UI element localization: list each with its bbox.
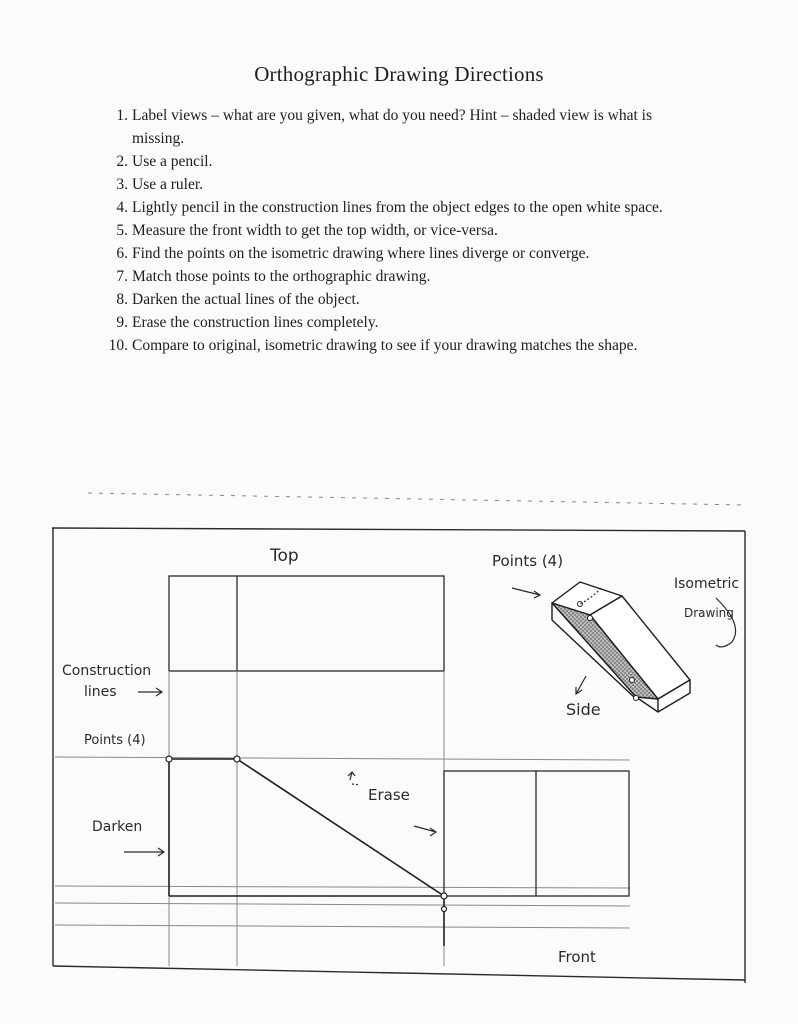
drawing-frame <box>52 528 745 983</box>
isometric-drawing <box>552 582 690 712</box>
step-number: 6. <box>116 245 128 262</box>
page-title: Orthographic Drawing Directions <box>254 62 544 86</box>
step-text: Match those points to the orthographic drawing. <box>132 268 431 285</box>
step-text: Find the points on the isometric drawing where lines diverge or converge. <box>132 245 590 262</box>
isometric-label-line1: Isometric <box>674 576 740 592</box>
side-view <box>444 771 629 896</box>
step-text: Compare to original, isometric drawing to see if your drawing matches the shape. <box>132 337 638 354</box>
step-number: 8. <box>116 291 128 308</box>
step-text: Measure the front width to get the top width, or vice-versa. <box>132 222 498 239</box>
dashed-separator <box>88 493 745 505</box>
step-number: 3. <box>116 176 128 193</box>
step-number: 1. <box>116 107 128 124</box>
step-number: 5. <box>116 222 128 239</box>
isometric-label-line2: Drawing <box>684 606 734 620</box>
points-label-left: Points (4) <box>84 733 146 748</box>
step-number: 2. <box>116 153 128 170</box>
step-text: Use a pencil. <box>132 153 213 170</box>
step-number: 4. <box>116 199 128 216</box>
top-view-label: Top <box>270 546 299 566</box>
step-number: 7. <box>116 268 128 285</box>
front-view-label: Front <box>558 948 596 966</box>
darken-label: Darken <box>92 819 143 835</box>
step-text: Lightly pencil in the construction lines from the object edges to the open white space. <box>132 199 663 216</box>
points-label-upper: Points (4) <box>492 552 564 570</box>
construction-label-line2: lines <box>84 684 117 700</box>
step-text: Erase the construction lines completely. <box>132 314 379 331</box>
side-label: Side <box>566 700 601 719</box>
construction-label-line1: Construction <box>62 663 152 679</box>
step-number: 10. <box>108 337 128 354</box>
step-text: Label views – what are you given, what do you need? Hint – shaded view is what is missing. <box>132 107 652 147</box>
front-points <box>166 756 447 912</box>
step-text: Use a ruler. <box>132 176 204 193</box>
erase-label: Erase <box>368 786 410 804</box>
step-number: 9. <box>116 314 128 331</box>
step-text: Darken the actual lines of the object. <box>132 291 360 308</box>
top-view <box>169 576 444 671</box>
